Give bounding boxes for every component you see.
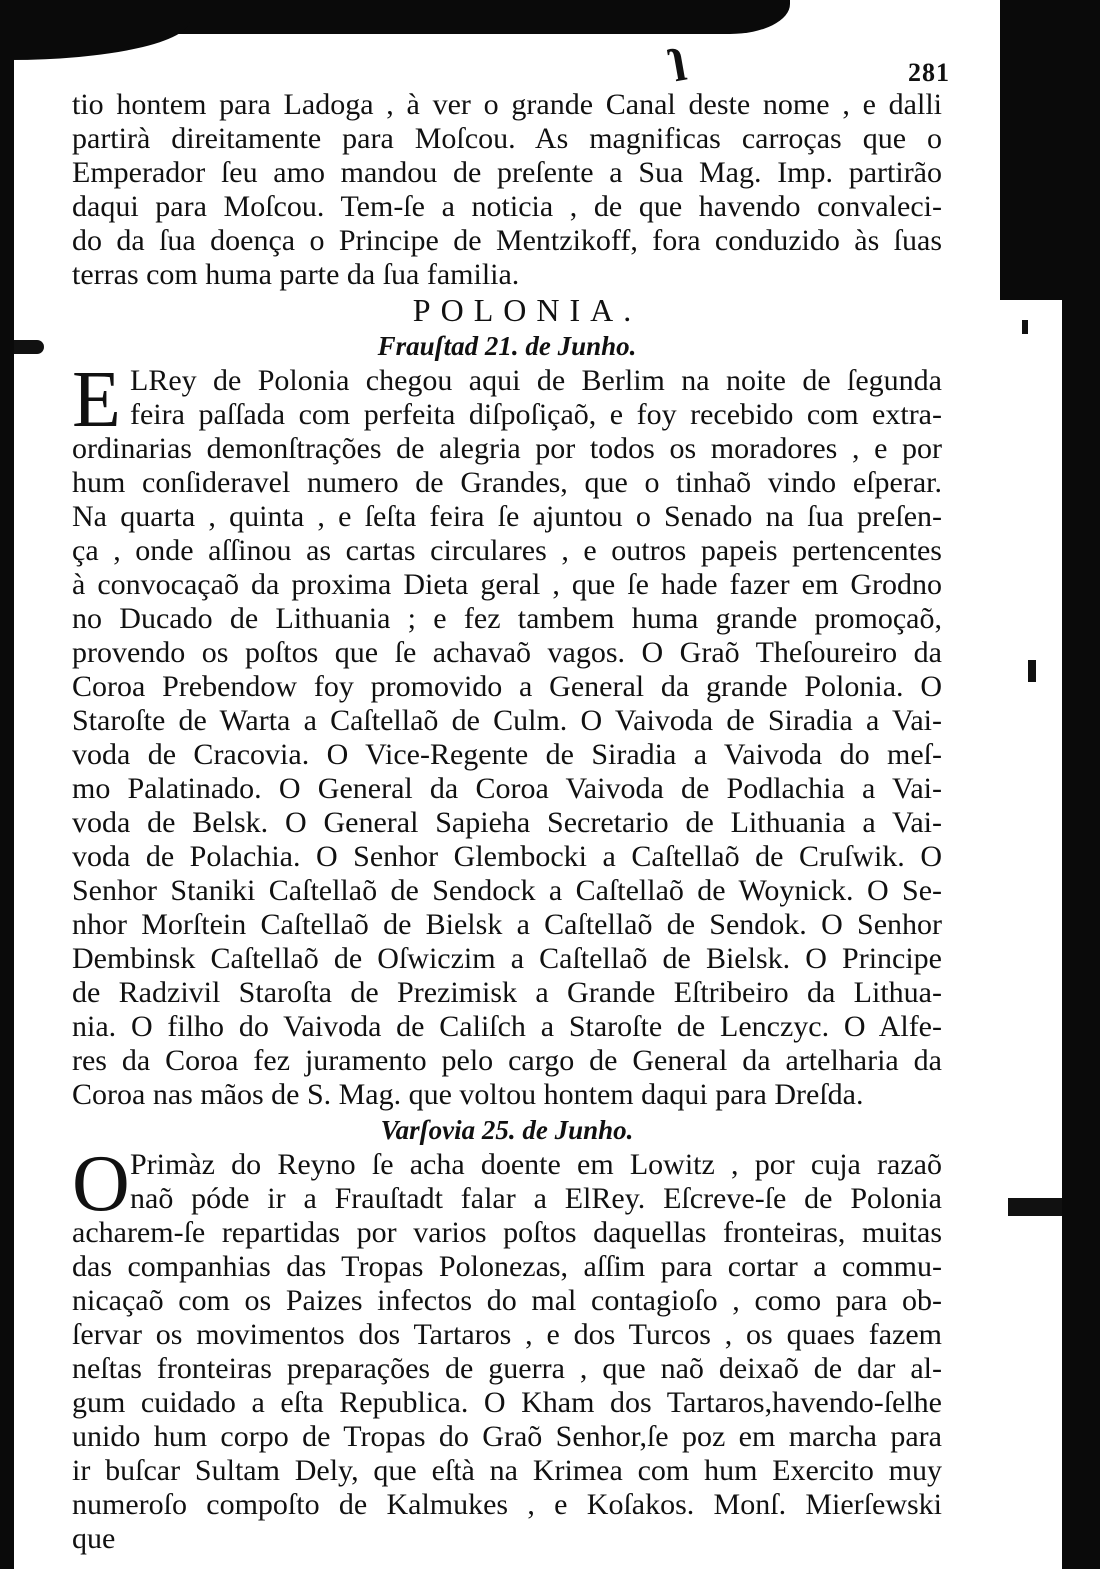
text-line: gum cuidado a eſta Republica. O Kham dos Tartaros,havendo-ſelhe <box>72 1386 942 1419</box>
text-line: no Ducado de Lithuania ; e fez tambem huma grande promoçaõ, <box>72 602 942 635</box>
text-line: mo Palatinado. O General da Coroa Vaivoda de Podlachia a Vai- <box>72 772 942 805</box>
text-line: naõ póde ir a Frauſtadt falar a ElRey. Eſcreve-ſe de Polonia <box>130 1182 942 1215</box>
drop-cap: E <box>72 356 121 444</box>
text-line: nhor Morſtein Caſtellaõ de Bielsk a Caſtellaõ de Sendok. O Senhor <box>72 908 942 941</box>
stamp-mark: ɿ <box>660 27 689 84</box>
text-line: nicaçaõ com os Paizes infectos do mal contagioſo , como para ob- <box>72 1284 942 1317</box>
text-line: numeroſo compoſto de Kalmukes , e Koſakos. Monſ. Mierſewski <box>72 1488 942 1521</box>
text-line: do da ſua doença o Principe de Mentzikoff, fora conduzido às ſuas <box>72 224 942 257</box>
dateline: Frauſtad 21. de Junho. <box>377 331 637 361</box>
text-line: Senhor Staniki Caſtellaõ de Sendock a Caſtellaõ de Woynick. O Se- <box>72 874 942 907</box>
intro-paragraph <box>72 88 942 292</box>
text-line: Na quarta , quinta , e ſeſta feira ſe ajuntou o Senado na ſua preſen- <box>72 500 942 533</box>
text-line: hum conſideravel numero de Grandes, que o tinhaõ vindo eſperar. <box>72 466 942 499</box>
text-line: res da Coroa fez juramento pelo cargo de General da artelharia da <box>72 1044 942 1077</box>
text-line: feira paſſada com perfeita diſpoſiçaõ, e foy recebido com extra- <box>130 398 942 431</box>
text-line: partirà direitamente para Moſcou. As magnificas carroças que o <box>72 122 942 155</box>
text-line: das companhias das Tropas Polonezas, aſſim para cortar a commu- <box>72 1250 942 1283</box>
scan-right-strip <box>1062 300 1100 1569</box>
text-line: de Radzivil Staroſta de Prezimisk a Grande Eſtribeiro da Lithua- <box>72 976 942 1009</box>
text-line: provendo os poſtos que ſe achavaõ vagos. O Graõ Theſoureiro da <box>72 636 942 669</box>
section-heading: POLONIA. <box>412 292 642 328</box>
text-line: LRey de Polonia chegou aqui de Berlim na noite de ſegunda <box>130 364 942 397</box>
text-line: ir buſcar Sultam Dely, que eſtà na Krimea com hum Exercito muy <box>72 1454 942 1487</box>
text-line: voda de Polachia. O Senhor Glembocki a Caſtellaõ de Cruſwik. O <box>72 840 942 873</box>
text-line: ça , onde aſſinou as cartas circulares , e outros papeis pertencentes <box>72 534 942 567</box>
drop-cap: O <box>72 1140 130 1228</box>
page-number: 281 <box>908 58 950 87</box>
text-line: Coroa nas mãos de S. Mag. que voltou hontem daqui para Dreſda. <box>72 1078 864 1111</box>
text-line: terras com huma parte da ſua familia. <box>72 258 520 291</box>
scan-right-border <box>1000 0 1100 300</box>
scan-shadow-corner <box>0 0 190 60</box>
catchword: que <box>72 1522 116 1555</box>
dispatch-paragraph <box>72 1140 942 1522</box>
ink-blot <box>1028 660 1036 682</box>
text-line: Emperador ſeu amo mandou de preſente a Sua Mag. Imp. partirão <box>72 156 942 189</box>
dateline: Varſovia 25. de Junho. <box>380 1115 634 1145</box>
page-body <box>72 88 942 1556</box>
text-line: ſervar os movimentos dos Tartaros , e dos Turcos , os quaes fazem <box>72 1318 942 1351</box>
text-line: à convocaçaõ da proxima Dieta geral , que ſe hade fazer em Grodno <box>72 568 942 601</box>
ink-blot <box>1008 1198 1062 1216</box>
text-line: Dembinsk Caſtellaõ de Oſwiczim a Caſtellaõ de Bielsk. O Principe <box>72 942 942 975</box>
scan-left-border <box>0 0 14 1569</box>
text-line: Coroa Prebendow foy promovido a General da grande Polonia. O <box>72 670 942 703</box>
text-line: Primàz do Reyno ſe acha doente em Lowitz , por cuja razaõ <box>130 1148 942 1181</box>
text-line: acharem-ſe repartidas por varios poſtos daquellas fronteiras, muitas <box>72 1216 942 1249</box>
text-line: ordinarias demonſtrações de alegria por todos os moradores , e por <box>72 432 942 465</box>
text-line: neſtas fronteiras preparações de guerra , que naõ deixaõ de dar al- <box>72 1352 942 1385</box>
text-line: Staroſte de Warta a Caſtellaõ de Culm. O Vaivoda de Siradia a Vai- <box>72 704 942 737</box>
ink-blot <box>1022 320 1028 334</box>
text-line: voda de Belsk. O General Sapieha Secretario de Lithuania a Vai- <box>72 806 942 839</box>
dispatch-paragraph <box>72 356 942 1112</box>
text-line: unido hum corpo de Tropas do Graõ Senhor,ſe poz em marcha para <box>72 1420 942 1453</box>
ink-blot <box>14 340 44 354</box>
text-line: daqui para Moſcou. Tem-ſe a noticia , de que havendo convaleci- <box>72 190 942 223</box>
text-line: nia. O filho do Vaivoda de Caliſch a Staroſte de Lenczyc. O Alfe- <box>72 1010 942 1043</box>
text-line: voda de Cracovia. O Vice-Regente de Siradia a Vaivoda do meſ- <box>72 738 942 771</box>
text-line: tio hontem para Ladoga , à ver o grande Canal deste nome , e dalli <box>72 88 942 121</box>
